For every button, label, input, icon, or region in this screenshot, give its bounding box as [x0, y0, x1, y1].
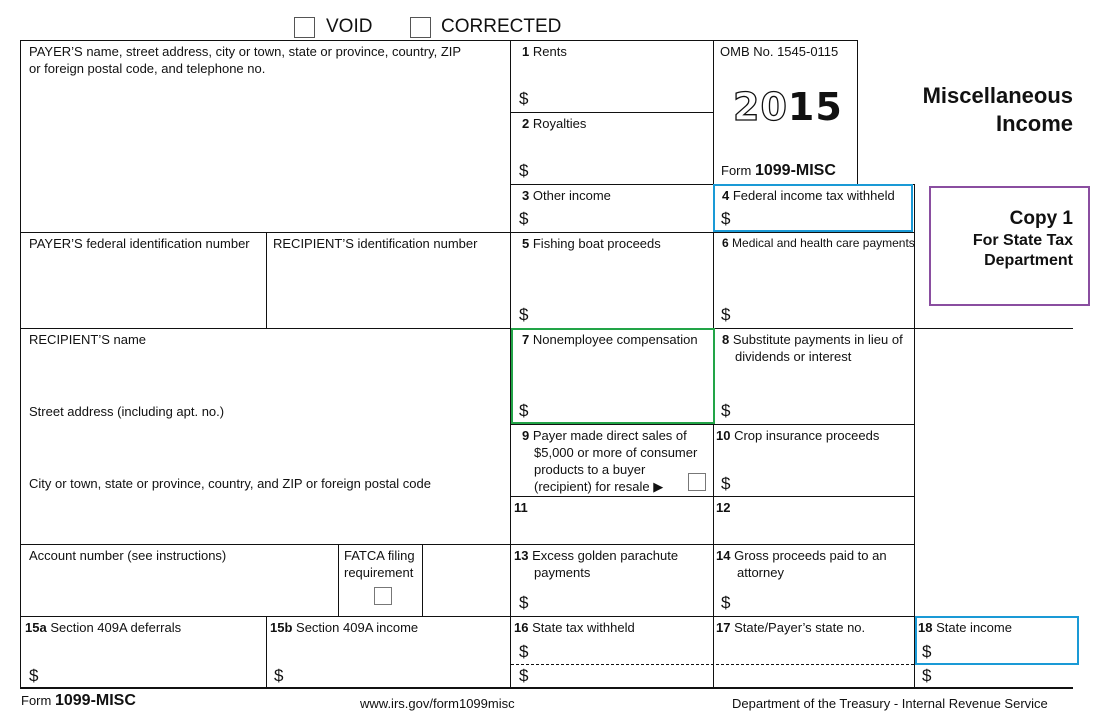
- recipient-street-field[interactable]: [21, 422, 509, 472]
- box5-dollar: $: [519, 305, 529, 324]
- corrected-label: CORRECTED: [441, 16, 562, 37]
- recipient-name-field[interactable]: [21, 350, 509, 400]
- box13-golden-parachute-field[interactable]: [535, 590, 710, 614]
- box18-field-2[interactable]: [938, 665, 1073, 686]
- box9-direct-sales-checkbox[interactable]: [688, 473, 706, 491]
- payer-fed-id-field[interactable]: [21, 254, 265, 326]
- box9-label-line2: $5,000 or more of consumer: [534, 445, 698, 460]
- payer-fed-id-label: PAYER’S federal identification number: [29, 236, 250, 251]
- void-checkbox[interactable]: [294, 17, 315, 38]
- box14-label-line1: 14 Gross proceeds paid to an: [716, 548, 887, 563]
- box11-field[interactable]: [512, 516, 711, 542]
- fatca-checkbox[interactable]: [374, 587, 392, 605]
- box12-field[interactable]: [714, 516, 913, 542]
- box1-rents-field[interactable]: [535, 86, 710, 110]
- box17-field-1[interactable]: [714, 638, 913, 662]
- form-name-top: Form 1099-MISC: [721, 162, 836, 179]
- box8-substitute-payments-field[interactable]: [737, 396, 911, 422]
- box16-label: 16 State tax withheld: [514, 620, 635, 635]
- box15a-label: 15a Section 409A deferrals: [25, 620, 182, 635]
- recipient-street-label: Street address (including apt. no.): [29, 404, 225, 419]
- box9-label-line3: products to a buyer: [534, 462, 646, 477]
- box6-label: 6 Medical and health care payments: [722, 236, 915, 250]
- tax-year: 2015: [733, 85, 843, 129]
- box15b-dollar: $: [274, 666, 284, 685]
- box3-dollar: $: [519, 209, 529, 228]
- box16-dollar-2: $: [519, 666, 529, 685]
- omb-number: OMB No. 1545-0115: [720, 44, 839, 59]
- box18-dollar-1: $: [922, 642, 932, 661]
- department-label: Department of the Treasury - Internal Revenue Service: [732, 696, 1048, 711]
- void-label: VOID: [326, 16, 373, 37]
- box10-dollar: $: [721, 474, 731, 493]
- box11-label: 11: [514, 500, 528, 515]
- box15b-label: 15b Section 409A income: [270, 620, 419, 635]
- box17-field-2[interactable]: [714, 665, 913, 686]
- corrected-checkbox[interactable]: [410, 17, 431, 38]
- box3-label: 3 Other income: [522, 188, 611, 203]
- box4-label: 4 Federal income tax withheld: [722, 188, 895, 203]
- box8-label-line1: 8 Substitute payments in lieu of: [722, 332, 903, 347]
- box16-dollar-1: $: [519, 642, 529, 661]
- box18-field-1[interactable]: [938, 640, 1073, 662]
- fatca-label-line1: FATCA filing: [344, 548, 415, 563]
- box5-label: 5 Fishing boat proceeds: [522, 236, 661, 251]
- box13-dollar: $: [519, 593, 529, 612]
- payer-name-label-line2: or foreign postal code, and telephone no.: [29, 61, 266, 76]
- account-number-label: Account number (see instructions): [29, 548, 227, 563]
- box15b-field[interactable]: [290, 664, 508, 686]
- box6-medical-field[interactable]: [737, 300, 911, 326]
- box6-dollar: $: [721, 305, 731, 324]
- irs-url-link[interactable]: www.irs.gov/form1099misc: [360, 696, 515, 711]
- box1-dollar: $: [519, 89, 529, 108]
- box16-field-1[interactable]: [535, 640, 710, 662]
- box10-crop-insurance-field[interactable]: [737, 470, 911, 494]
- box14-dollar: $: [721, 593, 731, 612]
- recipient-id-field[interactable]: [267, 254, 509, 326]
- box15a-dollar: $: [29, 666, 39, 685]
- box18-dollar-2: $: [922, 666, 932, 685]
- box13-label-line2: payments: [534, 565, 591, 580]
- payer-name-label-line1: PAYER’S name, street address, city or town, state or province, country, ZIP: [29, 44, 462, 59]
- form-name-footer: Form 1099-MISC: [21, 692, 136, 709]
- box8-dollar: $: [721, 401, 731, 420]
- fatca-label-line2: requirement: [344, 565, 414, 580]
- box4-federal-tax-withheld-field[interactable]: [737, 207, 909, 230]
- box2-label: 2 Royalties: [522, 116, 587, 131]
- account-number-field[interactable]: [21, 566, 337, 614]
- payer-name-field[interactable]: [21, 78, 509, 231]
- form-title: Miscellaneous Income: [922, 83, 1073, 136]
- recipient-name-label: RECIPIENT’S name: [29, 332, 147, 347]
- recipient-id-label: RECIPIENT’S identification number: [273, 236, 478, 251]
- box15a-field[interactable]: [45, 664, 263, 686]
- box8-label-line2: dividends or interest: [735, 349, 852, 364]
- box7-label: 7 Nonemployee compensation: [522, 332, 698, 347]
- box5-fishing-boat-field[interactable]: [535, 300, 710, 326]
- box2-royalties-field[interactable]: [535, 158, 710, 182]
- box17-label: 17 State/Payer’s state no.: [716, 620, 866, 635]
- box16-field-2[interactable]: [535, 665, 710, 686]
- box12-label: 12: [716, 500, 731, 515]
- box1-label: 1 Rents: [522, 44, 567, 59]
- copy-label: Copy 1 For State Tax Department: [972, 208, 1073, 269]
- box4-dollar: $: [721, 209, 731, 228]
- recipient-city-field[interactable]: [21, 494, 509, 542]
- box13-label-line1: 13 Excess golden parachute: [514, 548, 679, 563]
- box9-label-line4: (recipient) for resale ▶: [534, 479, 664, 494]
- recipient-city-label: City or town, state or province, country, and ZIP or foreign postal code: [29, 476, 431, 491]
- box14-label-line2: attorney: [737, 565, 784, 580]
- box3-other-income-field[interactable]: [535, 207, 710, 230]
- box9-label-line1: 9 Payer made direct sales of: [522, 428, 687, 443]
- box7-dollar: $: [519, 401, 529, 420]
- box14-gross-proceeds-field[interactable]: [737, 590, 911, 614]
- box7-nonemployee-comp-field[interactable]: [535, 396, 710, 422]
- box18-label: 18 State income: [918, 620, 1012, 635]
- box2-dollar: $: [519, 161, 529, 180]
- box10-label: 10 Crop insurance proceeds: [716, 428, 880, 443]
